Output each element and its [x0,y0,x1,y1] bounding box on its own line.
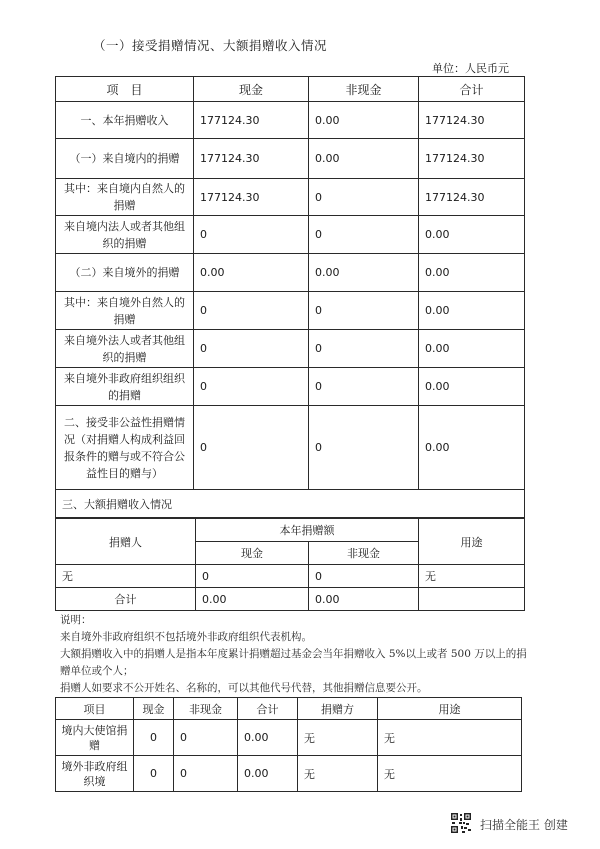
table-row [56,139,525,179]
total-label: 合计 [56,588,196,611]
cell-noncash: 0 [309,368,419,406]
row-label: 其中：来自境内自然人的捐赠 [56,179,194,216]
table-header-row [56,698,522,720]
cell-item: 境外非政府组织境 [56,756,134,792]
cell-cash: 0 [194,368,309,406]
cell-purpose: 无 [378,756,522,792]
cell-cash: 177124.30 [194,139,309,179]
notes-line: 捐赠人如要求不公开姓名、名称的，可以其他代号代替，其他捐赠信息要公开。 [60,682,428,694]
row-label: 其中：来自境外自然人的捐赠 [56,292,194,330]
row-label: 来自境外法人或者其他组织的捐赠 [56,330,194,368]
section-heading: （一）接受捐赠情况、大额捐赠收入情况 [93,38,328,53]
row-label: 来自境内法人或者其他组织的捐赠 [56,216,194,254]
cell-total: 0.00 [419,216,525,254]
cell-total: 0.00 [238,720,298,756]
table-row [56,330,525,368]
header-cash: 现金 [194,77,309,102]
cell-noncash: 0 [174,720,238,756]
header-amount-group: 本年捐赠额 [196,519,419,542]
table-row [56,216,525,254]
table-header-row [56,77,525,102]
header-donor: 捐赠人 [56,519,196,565]
notes-line: 来自境外非政府组织不包括境外非政府组织代表机构。 [60,631,312,643]
cell-donor: 无 [298,756,378,792]
cell-total: 0.00 [419,292,525,330]
notes-section [60,612,530,697]
cell-noncash: 0 [174,756,238,792]
cell-cash: 177124.30 [194,102,309,139]
cell-purpose: 无 [419,565,525,588]
donation-income-table [55,76,525,518]
table-row [56,720,522,756]
large-donation-table [55,518,525,611]
currency-unit: 单位：人民币元 [432,62,509,75]
cell-noncash: 0.00 [309,102,419,139]
total-noncash: 0.00 [309,588,419,611]
cell-cash: 177124.30 [194,179,309,216]
header-noncash: 非现金 [174,698,238,720]
large-header-row [56,519,525,542]
table-row [56,406,525,490]
notes-title: 说明： [60,614,92,626]
header-item: 项 目 [56,77,194,102]
cell-total: 0.00 [419,406,525,490]
table-row [56,179,525,216]
cell-noncash: 0 [309,406,419,490]
row-label: （二）来自境外的捐赠 [56,254,194,292]
cell-total: 0.00 [419,368,525,406]
header-purpose: 用途 [378,698,522,720]
cell-cash: 0 [196,565,309,588]
cell-cash: 0 [194,292,309,330]
cell-total: 177124.30 [419,139,525,179]
cell-noncash: 0 [309,565,419,588]
cell-total: 177124.30 [419,102,525,139]
cell-cash: 0 [194,406,309,490]
row-label: （一）来自境内的捐赠 [56,139,194,179]
cell-cash: 0 [134,720,174,756]
section3-title: 三、大额捐赠收入情况 [56,490,525,518]
cell-noncash: 0.00 [309,254,419,292]
cell-total: 177124.30 [419,179,525,216]
cell-cash: 0 [134,756,174,792]
header-noncash: 非现金 [309,542,419,565]
total-row [56,588,525,611]
row-label: 来自境外非政府组织组织的捐赠 [56,368,194,406]
cell-noncash: 0.00 [309,139,419,179]
row-label: 二、接受非公益性捐赠情况（对捐赠人构成利益回报条件的赠与或不符合公益性目的赠与） [56,406,194,490]
table-row [56,292,525,330]
cell-total: 0.00 [238,756,298,792]
scanner-badge-text: 扫描全能王 创建 [480,818,568,832]
cell-cash: 0.00 [194,254,309,292]
section3-row [56,490,525,518]
scanner-badge [450,812,590,836]
cell-noncash: 0 [309,330,419,368]
qr-code-icon [450,812,472,834]
header-item: 项目 [56,698,134,720]
cell-total: 0.00 [419,254,525,292]
cell-total: 0.00 [419,330,525,368]
cell-cash: 0 [194,330,309,368]
header-donor: 捐赠方 [298,698,378,720]
table-row [56,756,522,792]
cell-noncash: 0 [309,292,419,330]
cell-noncash: 0 [309,216,419,254]
header-total: 合计 [419,77,525,102]
cell-donor: 无 [56,565,196,588]
cell-noncash: 0 [309,179,419,216]
total-cash: 0.00 [196,588,309,611]
total-purpose-empty [419,588,525,611]
header-noncash: 非现金 [309,77,419,102]
cell-purpose: 无 [378,720,522,756]
table-row [56,368,525,406]
header-purpose: 用途 [419,519,525,565]
cell-item: 境内大使馆捐赠 [56,720,134,756]
header-cash: 现金 [134,698,174,720]
row-label: 一、本年捐赠收入 [56,102,194,139]
header-total: 合计 [238,698,298,720]
header-cash: 现金 [196,542,309,565]
table-row [56,565,525,588]
table-row [56,102,525,139]
cell-donor: 无 [298,720,378,756]
table-row [56,254,525,292]
notes-line: 大额捐赠收入中的捐赠人是指本年度累计捐赠超过基金会当年捐赠收入 5%以上或者 500 万以上的捐赠单位或个人； [60,648,527,677]
embassy-donation-table [55,697,522,792]
cell-cash: 0 [194,216,309,254]
